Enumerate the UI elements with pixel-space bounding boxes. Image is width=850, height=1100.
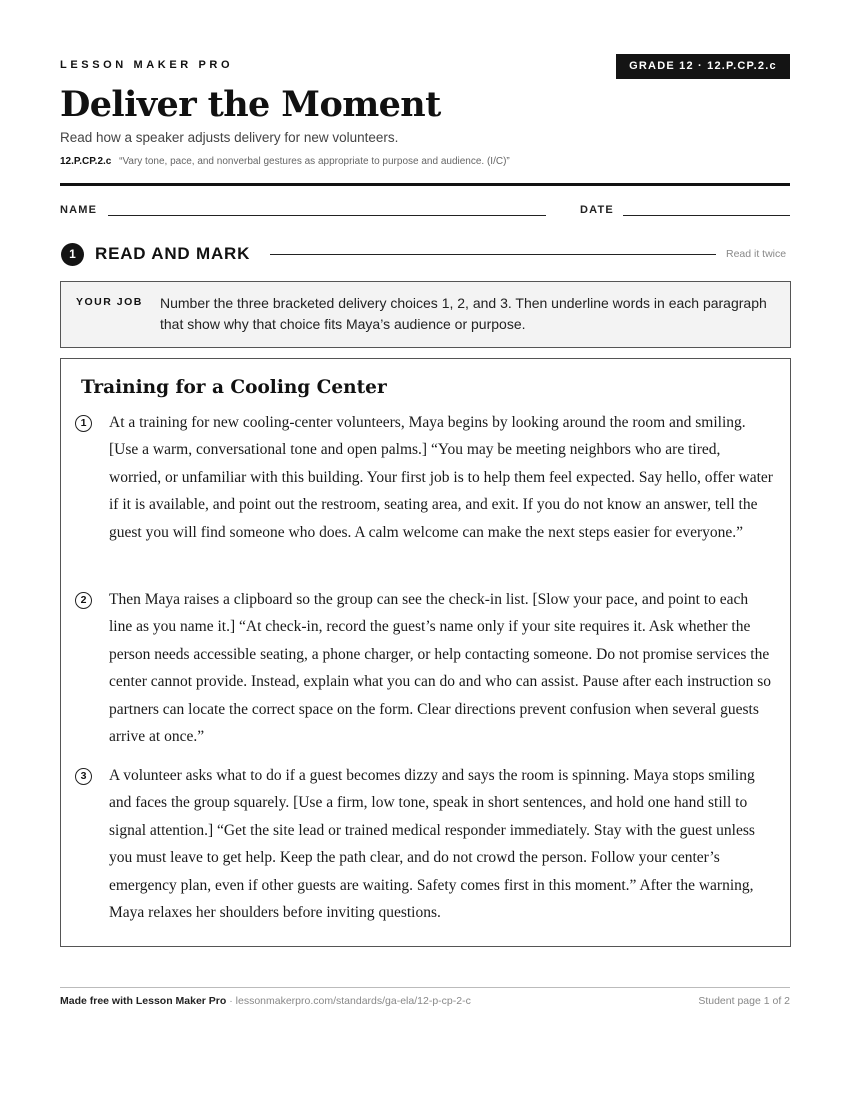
grade-badge: GRADE 12 · 12.P.CP.2.c xyxy=(616,54,790,79)
paragraph-text: Then Maya raises a clipboard so the group can see the check-in list. [Slow your pace, and point to each line as you name it.] “At check-in, record the guest’s name only if your site requires it. Ask whether the person needs accessible seating, a phone charger, or help contacting someone. Do not promise services the center cannot provide. Instead, explain what you can do and who can assist. Pause after each instruction so partners can locate the correct space on the form. Clear directions prevent confusion when several guests arrive at once.” xyxy=(109,591,771,746)
section-divider xyxy=(270,254,716,255)
section-title: READ AND MARK xyxy=(95,244,251,263)
job-label: YOUR JOB xyxy=(76,296,143,308)
paragraph-text: A volunteer asks what to do if a guest becomes dizzy and says the room is spinning. Maya stops smiling and faces the group squarely. [Use a firm, low tone, speak in short sentences, and hold one hand still to signal attention.] “Get the site lead or trained medical responder immediately. Stay with the guest unless you must leave to get help. Keep the path clear, and do not crowd the person. Follow your center’s emergency plan, even if other guests are waiting. Safety comes first in this moment.” After the warning, Maya relaxes her shoulders before inviting questions. xyxy=(109,767,755,922)
section-number-badge: 1 xyxy=(61,243,84,266)
name-label: NAME xyxy=(60,204,98,216)
footer-page-number: Student page 1 of 2 xyxy=(698,995,790,1007)
footer-credit xyxy=(60,995,471,1007)
page-title: Deliver the Moment xyxy=(60,84,441,125)
standard-text: “Vary tone, pace, and nonverbal gestures as appropriate to purpose and audience. (I/C)” xyxy=(119,156,510,167)
paragraph-text: At a training for new cooling-center volunteers, Maya begins by looking around the room and smiling. [Use a warm, conversational tone and open palms.] “You may be meeting neighbors who are tired, worried, or unfamiliar with this building. Your first job is to help them feel expected. Say hello, offer water if it is available, and point out the restroom, seating area, and exit. If you do not know an answer, tell the guest you will find someone who does. A calm welcome can make the next steps easier for everyone.” xyxy=(109,414,773,541)
footer-brand: Made free with Lesson Maker Pro xyxy=(60,995,227,1007)
job-text: Number the three bracketed delivery choices 1, 2, and 3. Then underline words in each paragraph that show why that choice fits Maya’s audience or purpose. xyxy=(160,295,767,332)
standard-code: 12.P.CP.2.c xyxy=(60,156,112,167)
paragraph-number-badge: 3 xyxy=(75,768,92,785)
paragraph-number-badge: 1 xyxy=(75,415,92,432)
name-field[interactable] xyxy=(108,215,546,216)
footer-divider xyxy=(60,987,790,988)
standard-line xyxy=(60,156,510,167)
passage-box xyxy=(60,358,791,947)
paragraph-number-badge: 2 xyxy=(75,592,92,609)
passage-title: Training for a Cooling Center xyxy=(81,377,387,398)
header-divider xyxy=(60,183,790,186)
job-instructions-box xyxy=(60,281,791,348)
page-subtitle: Read how a speaker adjusts delivery for new volunteers. xyxy=(60,130,399,145)
footer-url[interactable]: · lessonmakerpro.com/standards/ga-ela/12-p-cp-2-c xyxy=(226,995,471,1007)
section-note: Read it twice xyxy=(726,248,787,260)
date-field[interactable] xyxy=(623,215,790,216)
brand-name: LESSON MAKER PRO xyxy=(60,59,234,71)
date-label: DATE xyxy=(580,204,614,216)
